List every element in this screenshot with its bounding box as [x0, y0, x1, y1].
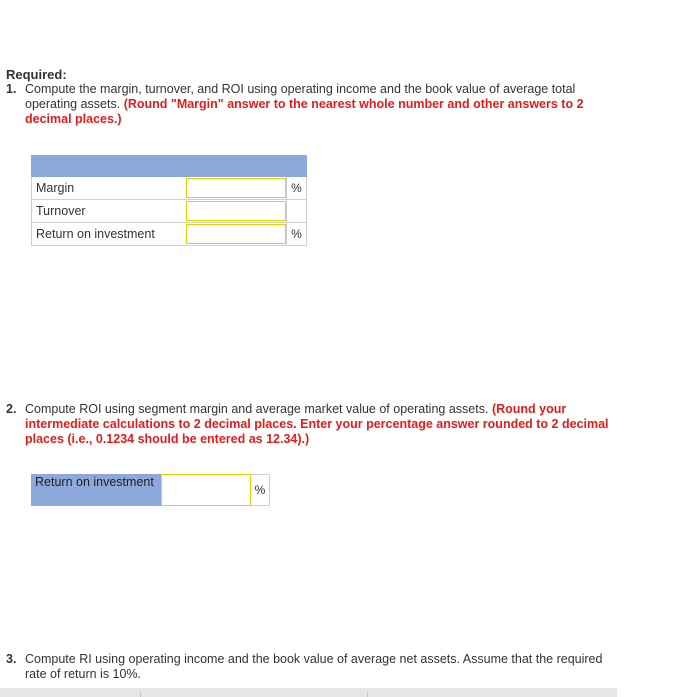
- table-3-divider: [140, 692, 141, 697]
- question-1-instruction: (Round "Margin" answer to the nearest whole number and other answers to 2 decimal places.): [25, 97, 584, 126]
- question-1-text: Compute the margin, turnover, and ROI using operating income and the book value of average total operating assets.: [25, 82, 576, 111]
- question-2-number: 2.: [6, 402, 17, 416]
- required-heading: Required:: [6, 67, 67, 82]
- question-3: [6, 652, 626, 682]
- table-1-row-turnover: [31, 200, 307, 223]
- question-3-text: Compute RI using operating income and the book value of average net assets. Assume that the required rate of return is 10%.: [25, 652, 603, 681]
- table-2-label-roi: Return on investment: [31, 474, 161, 506]
- row-label-roi: Return on investment: [31, 223, 186, 245]
- roi-input[interactable]: [186, 224, 286, 244]
- row-label-turnover: Turnover: [31, 200, 186, 222]
- table-3-header-partial: [0, 688, 617, 697]
- question-2-instruction: (Round your intermediate calculations to 2 decimal places. Enter your percentage answer rounded to 2 decimal places (i.e., 0.1234 should be entered as 12.34).): [25, 402, 609, 446]
- question-2: [6, 402, 626, 447]
- roi-unit: %: [286, 223, 307, 245]
- margin-input[interactable]: [186, 178, 286, 198]
- table-1-row-roi: [31, 223, 307, 246]
- turnover-unit: [286, 200, 307, 222]
- row-label-margin: Margin: [31, 177, 186, 199]
- turnover-input[interactable]: [186, 201, 286, 221]
- table-3-divider: [367, 692, 368, 697]
- question-2-text: Compute ROI using segment margin and average market value of operating assets.: [25, 402, 489, 416]
- question-1-number: 1.: [6, 82, 17, 96]
- table-1-header: [31, 155, 307, 177]
- table-1-row-margin: [31, 177, 307, 200]
- question-3-body: [25, 652, 626, 682]
- question-3-number: 3.: [6, 652, 17, 666]
- question-1-body: [25, 82, 626, 127]
- margin-unit: %: [286, 177, 307, 199]
- question-2-body: [25, 402, 626, 447]
- roi-market-input[interactable]: [161, 474, 251, 506]
- roi-market-unit: %: [251, 474, 270, 506]
- question-1: [6, 82, 626, 127]
